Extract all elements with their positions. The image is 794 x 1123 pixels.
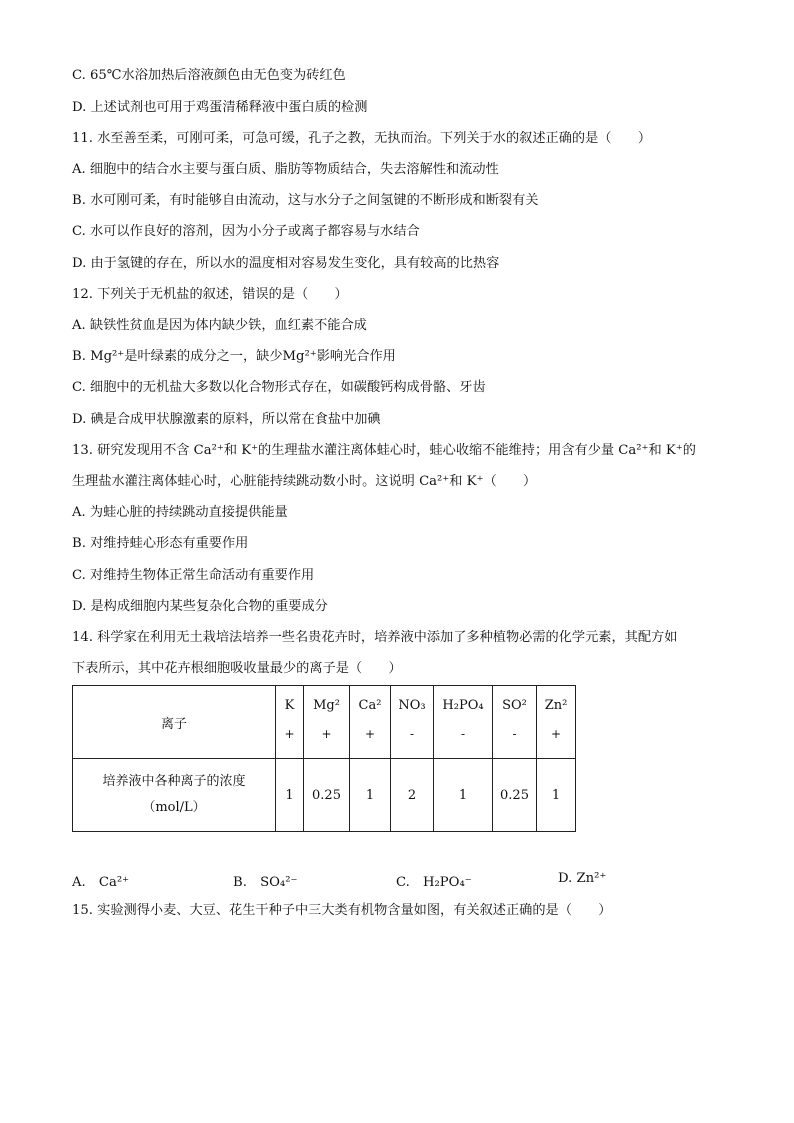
q13-option-d: D. 是构成细胞内某些复杂化合物的重要成分 bbox=[72, 599, 328, 614]
value-cell: 2 bbox=[391, 759, 434, 832]
q13-option-a: A. 为蛙心脏的持续跳动直接提供能量 bbox=[72, 505, 288, 520]
value-cell: 1 bbox=[276, 759, 304, 832]
ion-header-k bbox=[276, 686, 304, 759]
value-cell: 1 bbox=[350, 759, 391, 832]
q13-stem-line1: 13. 研究发现用不含 Ca²⁺和 K⁺的生理盐水灌注离体蛙心时，蛙心收缩不能维持；用含有少量 Ca²⁺和 K⁺的 bbox=[72, 443, 696, 458]
q11-option-b: B. 水可刚可柔，有时能够自由流动，这与水分子之间氢键的不断形成和断裂有关 bbox=[72, 193, 539, 208]
ion-header-h2po4 bbox=[434, 686, 493, 759]
q13-stem-line2: 生理盐水灌注离体蛙心时，心脏能持续跳动数小时。这说明 Ca²⁺和 K⁺（ ） bbox=[72, 474, 537, 489]
ion-charge: - bbox=[460, 727, 466, 741]
ion-name: Ca² bbox=[358, 698, 382, 713]
ion-header-mg bbox=[304, 686, 350, 759]
ion-name: SO² bbox=[502, 698, 527, 713]
q14-option-c: C. H₂PO₄⁻ bbox=[396, 875, 472, 890]
q15-stem: 15. 实验测得小麦、大豆、花生干种子中三大类有机物含量如图，有关叙述正确的是（ ） bbox=[72, 903, 612, 918]
q11-option-a: A. 细胞中的结合水主要与蛋白质、脂肪等物质结合，失去溶解性和流动性 bbox=[72, 162, 499, 177]
value-cell: 0.25 bbox=[304, 759, 350, 832]
q10-option-c: C. 65℃水浴加热后溶液颜色由无色变为砖红色 bbox=[72, 68, 346, 83]
q11-stem: 11. 水至善至柔，可刚可柔，可急可缓，孔子之教，无执而治。下列关于水的叙述正确的是（ ） bbox=[72, 131, 652, 146]
q14-option-b: B. SO₄²⁻ bbox=[233, 875, 298, 890]
q12-option-d: D. 碘是合成甲状腺激素的原料，所以常在食盐中加碘 bbox=[72, 412, 381, 427]
table-header-row bbox=[73, 686, 576, 759]
q10-option-d: D. 上述试剂也可用于鸡蛋清稀释液中蛋白质的检测 bbox=[72, 100, 368, 115]
q13-option-c: C. 对维持生物体正常生命活动有重要作用 bbox=[72, 568, 315, 583]
ion-name: Zn² bbox=[544, 698, 568, 713]
q12-option-a: A. 缺铁性贫血是因为体内缺少铁，血红素不能合成 bbox=[72, 318, 367, 333]
q14-stem-line1: 14. 科学家在利用无土栽培法培养一些名贵花卉时，培养液中添加了多种植物必需的化学元素，其配方如 bbox=[72, 630, 678, 645]
value-cell: 1 bbox=[434, 759, 493, 832]
ion-charge: + bbox=[321, 727, 332, 741]
ion-header-ca bbox=[350, 686, 391, 759]
table-row bbox=[73, 759, 576, 832]
ion-header-zn bbox=[537, 686, 576, 759]
ion-name: H₂PO₄ bbox=[442, 698, 484, 713]
ion-name: NO₃ bbox=[398, 698, 426, 713]
ion-name: Mg² bbox=[313, 698, 340, 713]
concentration-label-line1: 培养液中各种离子的浓度 bbox=[102, 774, 246, 789]
ion-charge: + bbox=[364, 727, 376, 741]
ion-charge: - bbox=[409, 727, 415, 741]
ion-charge: + bbox=[284, 727, 295, 741]
concentration-unit: （mol/L） bbox=[142, 800, 206, 815]
ion-concentration-table bbox=[72, 685, 576, 832]
ion-charge: + bbox=[550, 727, 562, 741]
concentration-label bbox=[73, 759, 276, 832]
value-cell: 0.25 bbox=[493, 759, 537, 832]
q11-option-d: D. 由于氢键的存在，所以水的温度相对容易发生变化，具有较高的比热容 bbox=[72, 256, 500, 271]
q12-option-c: C. 细胞中的无机盐大多数以化合物形式存在，如碳酸钙构成骨骼、牙齿 bbox=[72, 380, 486, 395]
ion-name: K bbox=[284, 698, 295, 713]
q14-option-d: D. Zn²⁺ bbox=[558, 871, 607, 886]
ion-header-no3 bbox=[391, 686, 434, 759]
value-cell: 1 bbox=[537, 759, 576, 832]
q14-stem-line2: 下表所示，其中花卉根细胞吸收量最少的离子是（ ） bbox=[72, 661, 402, 676]
header-label: 离子 bbox=[73, 686, 276, 759]
q12-stem: 12. 下列关于无机盐的叙述，错误的是（ ） bbox=[72, 287, 348, 302]
ion-charge: - bbox=[512, 727, 517, 741]
q11-option-c: C. 水可以作良好的溶剂，因为小分子或离子都容易与水结合 bbox=[72, 224, 420, 239]
q13-option-b: B. 对维持蛙心形态有重要作用 bbox=[72, 536, 249, 551]
ion-header-so4 bbox=[493, 686, 537, 759]
q14-option-a: A. Ca²⁺ bbox=[72, 875, 130, 890]
q12-option-b: B. Mg²⁺是叶绿素的成分之一，缺少Mg²⁺影响光合作用 bbox=[72, 349, 396, 364]
